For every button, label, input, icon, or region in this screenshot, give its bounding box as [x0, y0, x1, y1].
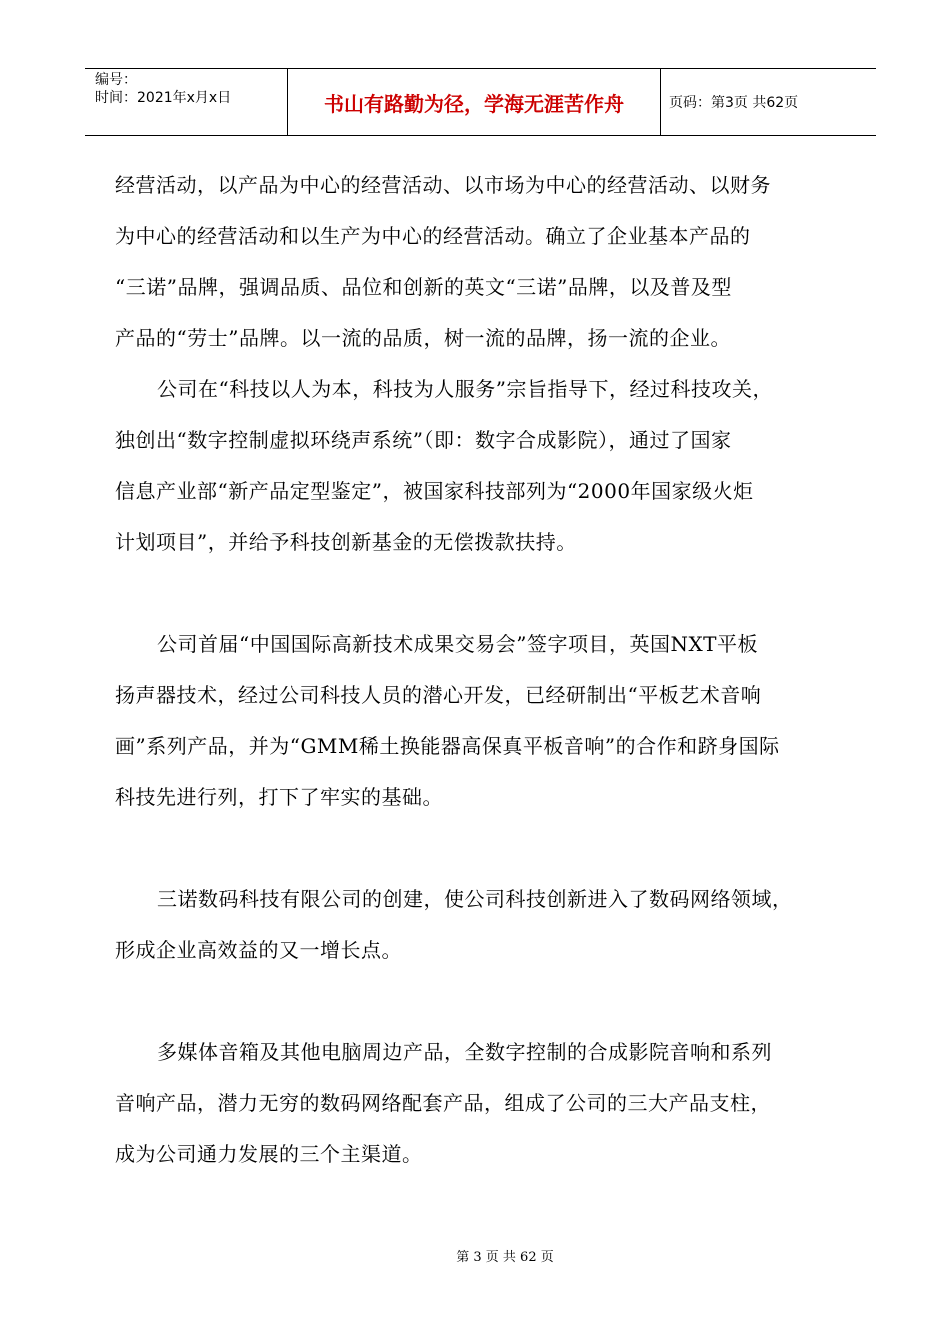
- document-number-label: 编号：: [95, 72, 137, 88]
- paragraph-line: “三诺”品牌，强调品质、品位和创新的英文“三诺”品牌，以及普及型: [115, 275, 732, 299]
- paragraph-3: [115, 619, 850, 823]
- paragraph-line: 信息产业部“新产品定型鉴定”，被国家科技部列为“2000年国家级火炬: [115, 479, 754, 503]
- paragraph-line: 公司在“科技以人为本，科技为人服务”宗旨指导下，经过科技攻关，: [157, 377, 773, 401]
- paragraph-line: 产品的“劳士”品牌。以一流的品质，树一流的品牌，扬一流的企业。: [115, 326, 731, 350]
- paragraph-line: 音响产品，潜力无穷的数码网络配套产品，组成了公司的三大产品支柱，: [115, 1091, 771, 1115]
- header-meta: [85, 69, 288, 135]
- paragraph-2: [115, 364, 850, 568]
- page-header: [85, 68, 876, 136]
- paragraph-line: 形成企业高效益的又一增长点。: [115, 938, 402, 962]
- paragraph-line: 计划项目”，并给予科技创新基金的无偿拨款扶持。: [115, 530, 577, 554]
- page-footer: 第 3 页 共 62 页: [456, 1250, 554, 1265]
- paragraph-line: 画”系列产品，并为“GMM稀土换能器高保真平板音响”的合作和跻身国际: [115, 734, 780, 758]
- paragraph-spacer: [115, 976, 850, 1027]
- paragraph-4: [115, 874, 850, 976]
- paragraph-line: 公司首届“中国国际高新技术成果交易会”签字项目，英国NXT平板: [157, 632, 759, 656]
- paragraph-line: 三诺数码科技有限公司的创建，使公司科技创新进入了数码网络领域，: [157, 887, 793, 911]
- document-time-label: 时间：2021年x月x日: [95, 90, 232, 106]
- paragraph-spacer: [115, 568, 850, 619]
- header-page-label: 页码：第3页 共62页: [669, 95, 799, 111]
- paragraph-5: [115, 1027, 850, 1180]
- paragraph-1: [115, 160, 850, 364]
- paragraph-line: 扬声器技术，经过公司科技人员的潜心开发，已经研制出“平板艺术音响: [115, 683, 762, 707]
- paragraph-line: 经营活动，以产品为中心的经营活动、以市场为中心的经营活动、以财务: [115, 173, 771, 197]
- paragraph-line: 成为公司通力发展的三个主渠道。: [115, 1142, 423, 1166]
- paragraph-line: 科技先进行列，打下了牢实的基础。: [115, 785, 443, 809]
- paragraph-line: 独创出“数字控制虚拟环绕声系统”（即：数字合成影院），通过了国家: [115, 428, 732, 452]
- header-motto: 书山有路勤为径，学海无涯苦作舟: [288, 69, 661, 135]
- paragraph-line: 为中心的经营活动和以生产为中心的经营活动。确立了企业基本产品的: [115, 224, 751, 248]
- document-body: [115, 160, 850, 1180]
- paragraph-line: 多媒体音箱及其他电脑周边产品，全数字控制的合成影院音响和系列: [157, 1040, 772, 1064]
- paragraph-spacer: [115, 823, 850, 874]
